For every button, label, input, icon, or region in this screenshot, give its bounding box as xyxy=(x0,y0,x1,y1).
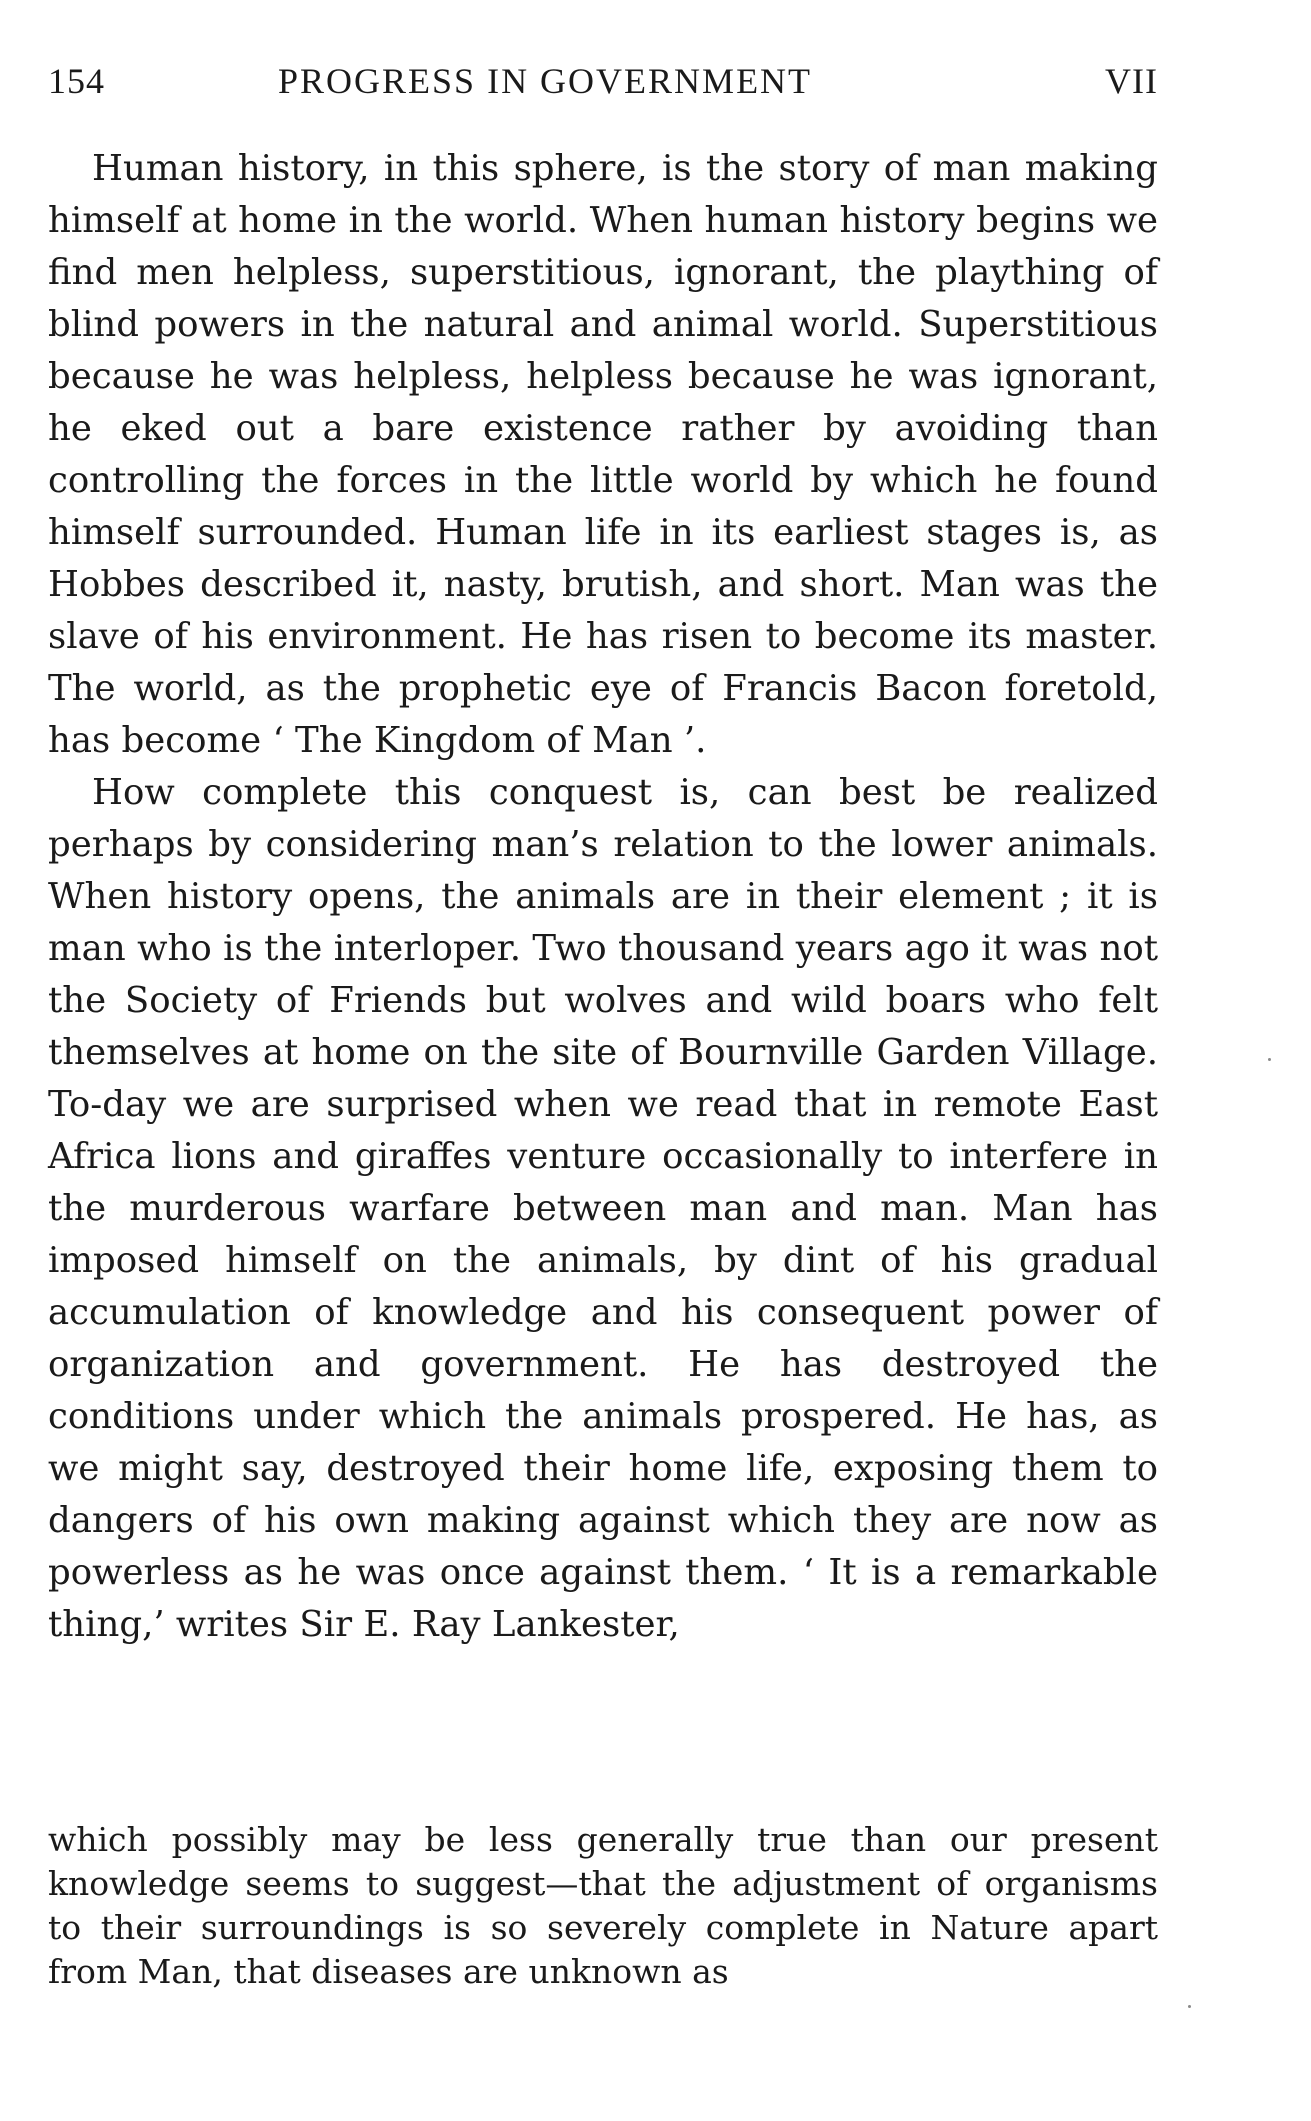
block-quotation xyxy=(48,1818,1158,1994)
running-head xyxy=(48,60,1158,110)
paper-speck xyxy=(1268,1058,1271,1061)
paragraph-conquest: How complete this conquest is, can best be realized perhaps by considering man’s relation to the lower animals. When history opens, the animals are in their element ; it is man who is the interloper. Two thousand years ago it was not the Society of Friends but wolves and wild boars who felt themselves at home on the site of Bournville Garden Village. To-day we are surprised when we read that in remote East Africa lions and giraffes venture occasionally to interfere in the murderous warfare between man and man. Man has imposed himself on the animals, by dint of his gradual accumulation of knowledge and his consequent power of organization and government. He has destroyed the conditions under which the animals prospered. He has, as we might say, destroyed their home life, exposing them to dangers of his own making against which they are now as powerless as he was once against them. ‘ It is a remarkable thing,’ writes Sir E. Ray Lankester, xyxy=(48,772,1158,1645)
body-text xyxy=(48,143,1158,1651)
paragraph-history: Human history, in this sphere, is the story of man making himself at home in the world. When human history begins we find men helpless, superstitious, ignorant, the plaything of blind powers in the natural and animal world. Superstitious because he was helpless, helpless because he was ignorant, he eked out a bare existence rather by avoiding than controlling the forces in the little world by which he found himself surrounded. Human life in its earliest stages is, as Hobbes described it, nasty, brutish, and short. Man was the slave of his environment. He has risen to become its master. The world, as the prophetic eye of Francis Bacon foretold, has become ‘ The Kingdom of Man ’. xyxy=(48,148,1158,761)
chapter-number: VII xyxy=(1105,61,1158,101)
paper-speck xyxy=(1188,2005,1191,2008)
quotation-text: which possibly may be less generally true than our present knowledge seems to suggest—that the adjustment of organisms to their surroundings is so severely complete in Nature apart from Man, that diseases are unknown as xyxy=(48,1820,1158,1991)
page-number: 154 xyxy=(48,61,105,101)
running-title: PROGRESS IN GOVERNMENT xyxy=(278,61,813,101)
